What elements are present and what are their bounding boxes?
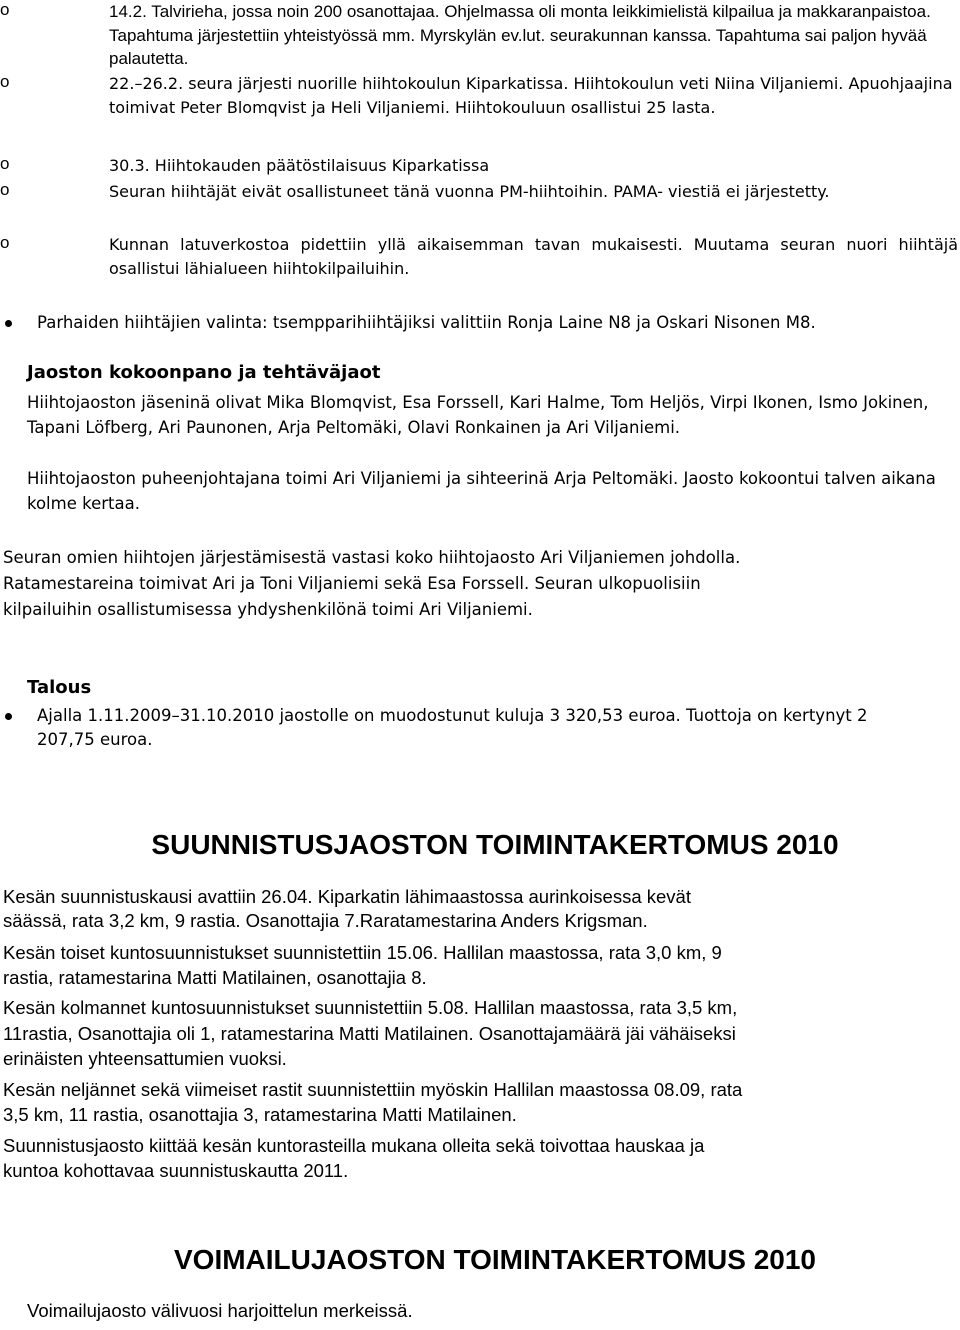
report-line: Kesän kolmannet kuntosuunnistukset suunnistettiin 5.08. Hallilan maastossa, rata 3,5 km,	[3, 997, 738, 1018]
list-item-text: 30.3. Hiihtokauden päätöstilaisuus Kiparkatissa	[109, 156, 490, 175]
list-marker: o	[0, 0, 10, 19]
list-item-text: 14.2. Talvirieha, jossa noin 200 osanottajaa. Ohjelmassa oli monta leikkimielistä kilpailua ja makkaranpaistoa. Tapahtuma järjestettiin yhteistyössä mm. Myrskylän ev.lut. seurakunnan kanssa. Tapahtuma sai paljon hyvää palautetta.	[109, 2, 931, 68]
organization-line: Seuran omien hiihtojen järjestämisestä vastasi koko hiihtojaosto Ari Viljaniemen johdolla.	[3, 548, 741, 567]
report-line: erinäisten yhteensattumien vuoksi.	[3, 1048, 287, 1069]
list-item	[0, 233, 960, 283]
report-line: rastia, ratamestarina Matti Matilainen, osanottajia 8.	[3, 967, 427, 988]
list-item	[0, 72, 960, 148]
organization-line: Ratamestareina toimivat Ari ja Toni Viljaniemi sekä Esa Forssell. Seuran ulkopuolisiin	[3, 574, 701, 593]
organization-line: kilpailuihin osallistumisessa yhdyshenkilönä toimi Ari Viljaniemi.	[3, 600, 533, 619]
list-item	[0, 0, 960, 76]
report-line: Kesän suunnistuskausi avattiin 26.04. Kiparkatin lähimaastossa aurinkoisessa kevät	[3, 886, 691, 907]
list-marker: o	[0, 72, 10, 91]
report-line: 11rastia, Osanottajia oli 1, ratamestarina Matti Matilainen. Osanottajamäärä jäi vähäiseksi	[3, 1023, 736, 1044]
members-paragraph: Hiihtojaoston jäseninä olivat Mika Blomqvist, Esa Forssell, Kari Halme, Tom Heljös, Virpi Ikonen, Ismo Jokinen, Tapani Löfberg, Ari Paunonen, Arja Peltomäki, Olavi Ronkainen ja Ari Viljaniemi.	[27, 393, 929, 437]
report-line: Kesän neljännet sekä viimeiset rastit suunnistettiin myöskin Hallilan maastossa 08.09, rata	[3, 1079, 743, 1100]
report-line: Suunnistusjaosto kiittää kesän kuntorasteilla mukana olleita sekä toivottaa hauskaa ja	[3, 1135, 705, 1156]
list-item-text: Kunnan latuverkostoa pidettiin yllä aikaisemman tavan mukaisesti. Muutama seuran nuori hiihtäjä osallistui lähialueen hiihtokilpailuihin.	[109, 235, 958, 278]
bullet-text: Ajalla 1.11.2009–31.10.2010 jaostolle on muodostunut kuluja 3 320,53 euroa. Tuottoja on kertynyt 2 207,75 euroa.	[37, 706, 868, 749]
bullet-dot	[5, 713, 12, 720]
report-line: Kesän toiset kuntosuunnistukset suunnistettiin 15.06. Hallilan maastossa, rata 3,0 km, 9	[3, 942, 722, 963]
document-title: VOIMAILUJAOSTON TOIMINTAKERTOMUS 2010	[173, 1244, 817, 1275]
document-title: SUUNNISTUSJAOSTON TOIMINTAKERTOMUS 2010	[151, 829, 839, 860]
chair-paragraph: Hiihtojaoston puheenjohtajana toimi Ari Viljaniemi ja sihteerinä Arja Peltomäki. Jaosto kokoontui talven aikana kolme kertaa.	[27, 469, 936, 513]
report-line: kuntoa kohottavaa suunnistuskautta 2011.	[3, 1160, 349, 1181]
list-marker: o	[0, 233, 10, 252]
bullet-text: Parhaiden hiihtäjien valinta: tsempparihiihtäjiksi valittiin Ronja Laine N8 ja Oskari Nisonen M8.	[37, 313, 816, 332]
list-item	[0, 180, 960, 230]
list-marker: o	[0, 180, 10, 199]
section-heading: Talous	[27, 677, 92, 698]
report-line: 3,5 km, 11 rastia, osanottajia 3, ratamestarina Matti Matilainen.	[3, 1104, 517, 1125]
report-line: Voimailujaosto välivuosi harjoittelun merkeissä.	[27, 1300, 413, 1321]
list-marker: o	[0, 154, 10, 173]
bullet-dot	[5, 320, 12, 327]
list-item-text: 22.–26.2. seura järjesti nuorille hiihtokoulun Kiparkatissa. Hiihtokoulun veti Niina Viljaniemi. Apuohjaajina toimivat Peter Blomqvist ja Heli Viljaniemi. Hiihtokouluun osallistui 25 lasta.	[109, 74, 953, 117]
list-item	[0, 154, 960, 180]
bullet-item	[0, 704, 960, 756]
bullet-item	[0, 311, 960, 337]
list-item-text: Seuran hiihtäjät eivät osallistuneet tänä vuonna PM-hiihtoihin. PAMA- viestiä ei järjestetty.	[109, 182, 830, 201]
section-heading: Jaoston kokoonpano ja tehtäväjaot	[27, 362, 381, 383]
report-line: säässä, rata 3,2 km, 9 rastia. Osanottajia 7.Raratamestarina Anders Krigsman.	[3, 910, 648, 931]
